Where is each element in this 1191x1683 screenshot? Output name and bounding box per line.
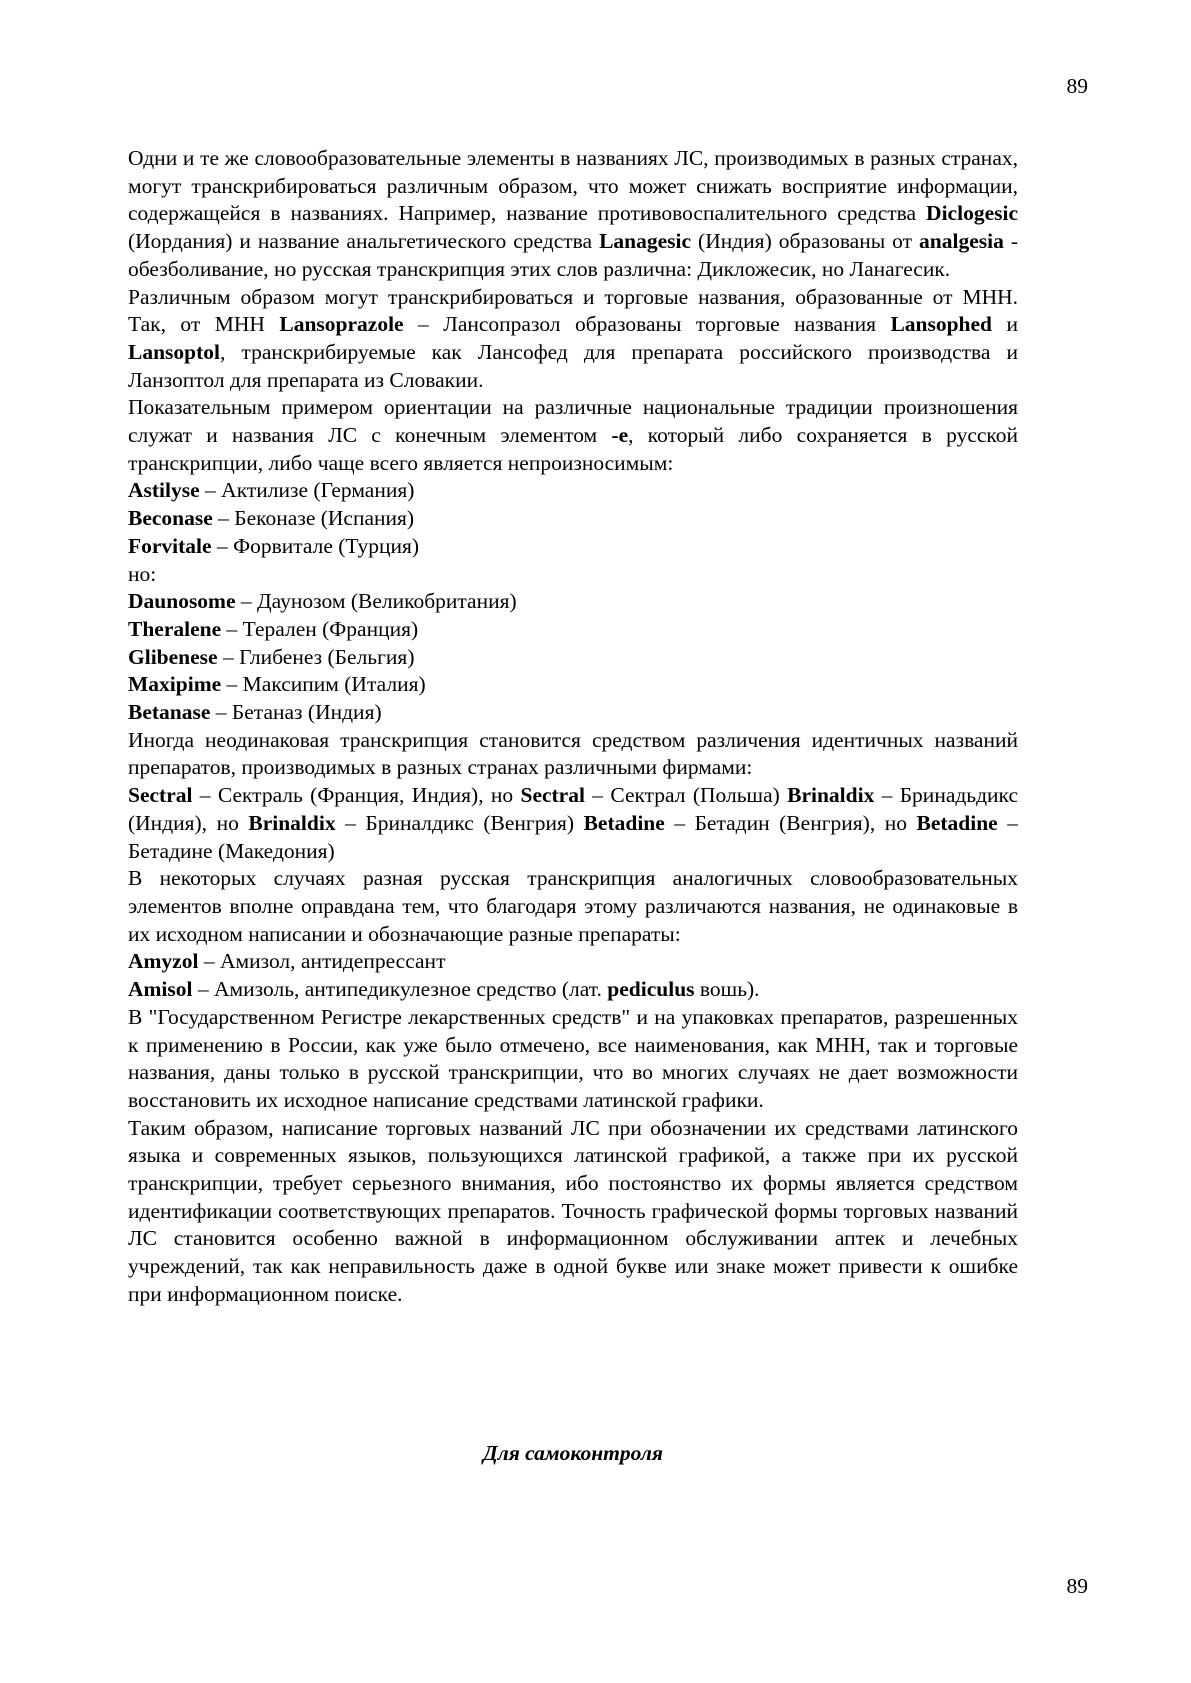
list-item: Forvitale – Форвитале (Турция): [128, 533, 420, 558]
paragraph-2: Различным образом могут транскрибироваться и торговые названия, образованные от МНН. Так, от МНН Lansoprazole – Лансопразол образованы торговые названия Lansophed и Lansoptol, транскрибируемые как Лансофед для препарата российского производства и Ланзоптол для препарата из Словакии.: [128, 284, 1018, 392]
paragraph-6: В некоторых случаях разная русская транскрипция аналогичных словообразовательных элементов вполне оправдана тем, что благодаря этому различаются названия, не одинаковые в их исходном написании и обозначающие разные препараты:: [128, 866, 1018, 946]
list-item: Theralene – Терален (Франция): [128, 616, 419, 641]
list-item: Maxipime – Максипим (Италия): [128, 672, 426, 697]
list-item: Daunosome – Даунозом (Великобритания): [128, 589, 517, 614]
page-number-top: 89: [1066, 74, 1088, 98]
paragraph-7: Amyzol – Амизол, антидепрессант: [128, 949, 446, 974]
paragraph-1: Одни и те же словообразовательные элементы в названиях ЛС, производимых в разных странах, могут транскрибироваться различным образом, что может снижать восприятие информации, содержащейся в названиях. Например, название противовоспалительного средства Diclogesic (Иордания) и название анальгетического средства Lanagesic (Индия) образованы от analgesia - обезболивание, но русская транскрипция этих слов различна: Дикложесик, но Ланагесик.: [128, 146, 1018, 281]
paragraph-4: Иногда неодинаковая транскрипция становится средством различения идентичных названий препаратов, производимых в разных странах различными фирмами:: [128, 727, 1018, 780]
section-heading: Для самоконтроля: [483, 1441, 663, 1465]
paragraph-8: Amisol – Амизоль, антипедикулезное средство (лат. pediculus вошь).: [128, 977, 760, 1002]
page-body: [128, 145, 1018, 1309]
list-item: Glibenese – Глибенез (Бельгия): [128, 644, 415, 669]
but-line: но:: [128, 561, 157, 586]
page-number-bottom: 89: [1066, 1574, 1088, 1598]
paragraph-5: Sectral – Сектраль (Франция, Индия), но Sectral – Сектрал (Польша) Brinaldix – Бринадьдикс (Индия), но Brinaldix – Бриналдикс (Венгрия) Betadine – Бетадин (Венгрия), но Betadine – Бетадине (Македония): [128, 783, 1019, 863]
list-item: Astilyse – Актилизе (Германия): [128, 478, 415, 503]
paragraph-10: Таким образом, написание торговых названий ЛС при обозначении их средствами латинского языка и современных языков, пользующихся латинской графикой, а также при их русской транскрипции, требует серьезного внимания, ибо постоянство их формы является средством идентификации соответствующих препаратов. Точность графической формы торговых названий ЛС становится особенно важной в информационном обслуживании аптек и лечебных учреждений, так как неправильность даже в одной букве или знаке может привести к ошибке при информационном поиске.: [128, 1115, 1018, 1306]
paragraph-9: В "Государственном Регистре лекарственных средств" и на упаковках препаратов, разрешенных к применению в России, как уже было отмечено, все наименования, как МНН, так и торговые названия, даны только в русской транскрипции, что во многих случаях не дает возможности восстановить их исходное написание средствами латинской графики.: [128, 1004, 1018, 1112]
list-item: Betanase – Бетаназ (Индия): [128, 700, 382, 725]
list-item: Beconase – Беконазе (Испания): [128, 506, 415, 531]
paragraph-3: Показательным примером ориентации на различные национальные традиции произношения служат и названия ЛС с конечным элементом -е, который либо сохраняется в русской транскрипции, либо чаще всего является непроизносимым:: [128, 395, 1019, 475]
